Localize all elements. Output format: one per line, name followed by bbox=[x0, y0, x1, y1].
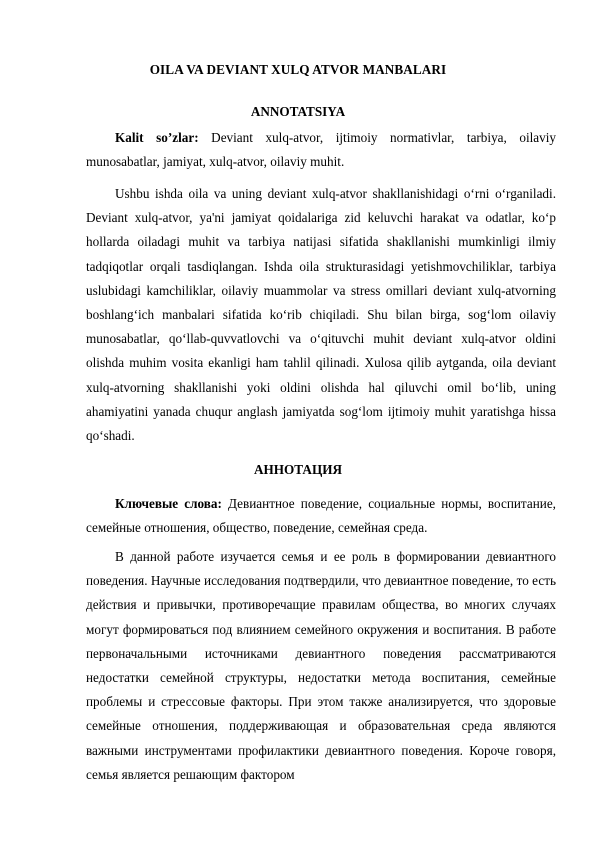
uz-keywords bbox=[86, 126, 556, 174]
ru-abstract-text: В данной работе изучается семья и ее роль в формировании девиантного поведения. Научные исследования подтвердили, что девиантное поведение, то есть действия и привычки, противоречащие правилам общества, во многих случаях могут формироваться под влиянием семейного окружения и воспитания. В работе первоначальными источниками девиантного поведения рассматриваются недостатки семейной структуры, недостатки метода воспитания, семейные проблемы и стрессовые факторы. При этом также анализируется, что здоровые семейные отношения, поддерживающая и образовательная среда являются важными инструментами профилактики девиантного поведения. Короче говоря, семья является решающим фактором bbox=[86, 549, 556, 782]
ru-abstract-heading: АННОТАЦИЯ bbox=[254, 462, 342, 477]
uz-keywords-label: Kalit so’zlar: bbox=[115, 130, 199, 145]
ru-keywords-text: Девиантное поведение, социальные нормы, воспитание, семейные отношения, общество, поведение, семейная среда. bbox=[86, 496, 556, 536]
uz-abstract-heading: ANNOTATSIYA bbox=[250, 104, 346, 119]
ru-keywords bbox=[86, 492, 556, 540]
uz-abstract-text: Ushbu ishda oila va uning deviant xulq-atvor shakllanishidagi o‘rni o‘rganiladi. Deviant xulq-atvor, ya'ni jamiyat qoidalariga zid keluvchi harakat va odatlar, ko‘p hollarda oiladagi muhit va tarbiya natijasi sifatida shakllanishi mumkinligi ilmiy tadqiqotlar orqali tasdiqlangan. Ishda oila strukturasidagi yetishmovchiliklar, tarbiya uslubidagi kamchiliklar, oilaviy muammolar va stress omillari deviant xulq-atvorning boshlang‘ich manbalari sifatida ko‘rib chiqiladi. Shu bilan birga, sog‘lom oilaviy munosabatlar, qo‘llab-quvvatlovchi va o‘qituvchi muhit deviant xulq-atvor oldini olishda muhim vosita ekanligi ham tahlil qilinadi. Xulosa qilib aytganda, oila deviant xulq-atvorning shakllanishi yoki oldini olishda hal qiluvchi omil bo‘lib, uning ahamiyatini yanada chuqur anglash jamiyatda sog‘lom ijtimoiy muhit yaratishga hissa qo‘shadi. bbox=[86, 186, 556, 444]
document-title: OILA VA DEVIANT XULQ ATVOR MANBALARI bbox=[149, 62, 447, 77]
uz-keywords-text: Deviant xulq-atvor, ijtimoiy normativlar, tarbiya, oilaviy munosabatlar, jamiyat, xulq-atvor, oilaviy muhit. bbox=[86, 130, 556, 170]
ru-keywords-label: Ключевые слова: bbox=[115, 496, 222, 511]
